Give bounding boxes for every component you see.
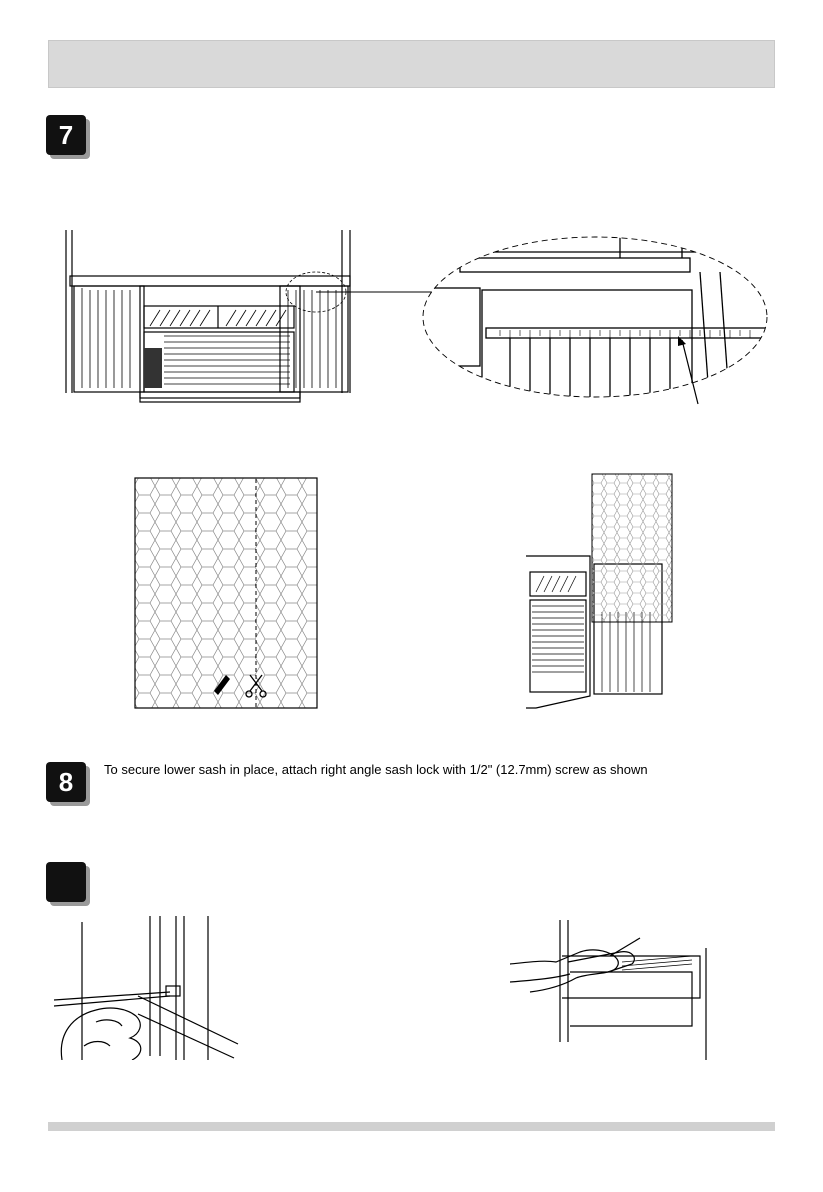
step-8-instruction: To secure lower sash in place, attach right angle sash lock with 1/2" (12.7mm) screw as shown: [104, 762, 648, 777]
sash-lock-install-illustration: [48, 916, 243, 1060]
zoomed-detail-illustration: [420, 232, 770, 410]
step-7-badge: [46, 115, 86, 155]
foam-strip-press-illustration: [510, 916, 715, 1062]
step-8-badge: [46, 762, 86, 802]
page-footer-bar: [48, 1122, 775, 1131]
foam-installed-illustration: [526, 472, 686, 712]
step-7-number: 7: [58, 119, 74, 150]
zoom-leader-line: [316, 280, 436, 300]
ac-unit-in-window-illustration: [60, 228, 360, 406]
foam-seal-sheet-illustration: [134, 477, 318, 709]
step-8-number: 8: [58, 766, 74, 797]
page-header-bar: [48, 40, 775, 88]
step-9-badge: [46, 862, 86, 902]
